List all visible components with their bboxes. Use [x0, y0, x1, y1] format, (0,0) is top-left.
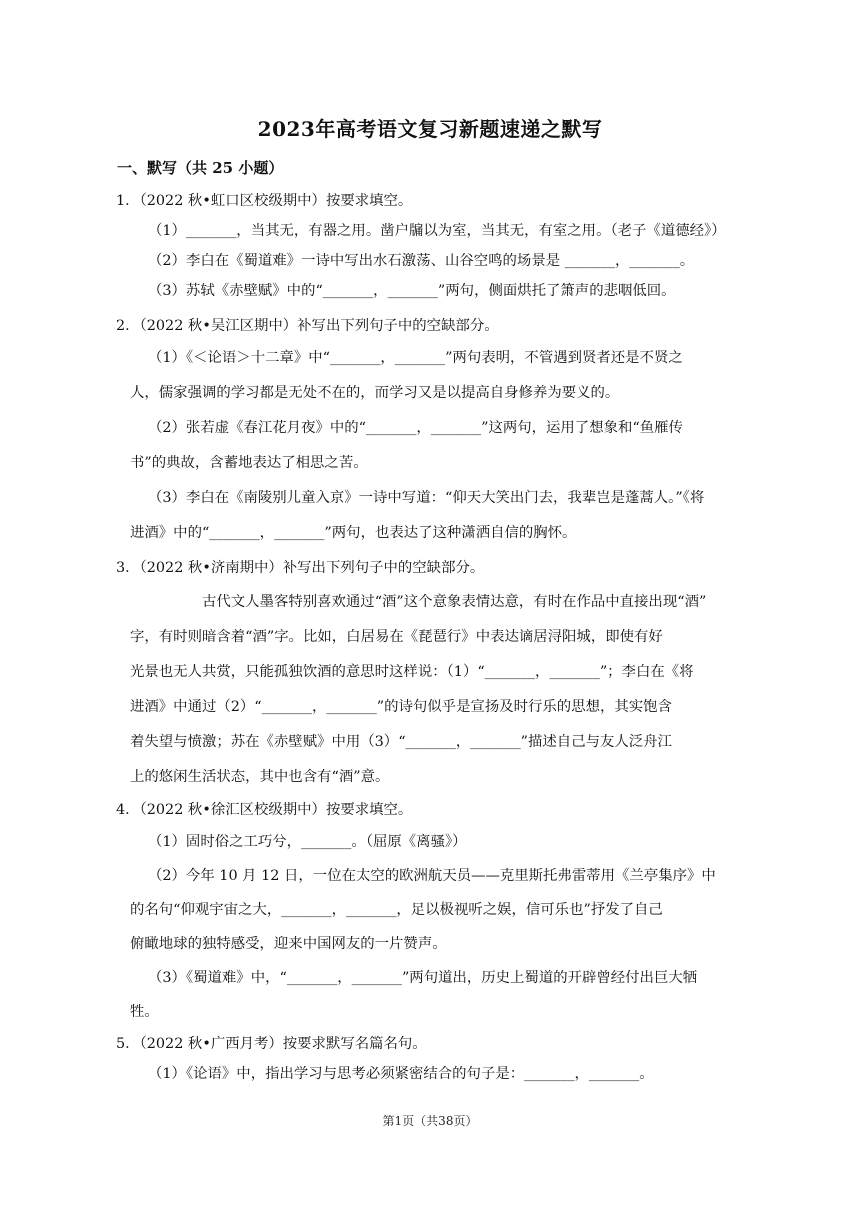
question-4-item-2-line-1: （2）今年 10 月 12 日，一位在太空的欧洲航天员——克里斯托弗雷蒂用《兰亭集序》中: [148, 868, 716, 884]
question-2-item-1-line-1: （1）《＜论语＞十二章》中“_______，_______”两句表明，不管遇到贤者还是不贤之: [148, 350, 683, 366]
question-5-item-1: （1）《论语》中，指出学习与思考必须紧密结合的句子是：_______，_______。: [148, 1066, 654, 1082]
question-4-item-3-line-2: 牲。: [130, 1004, 159, 1020]
question-1-head: 1．（2022 秋•虹口区校级期中）按要求填空。: [116, 193, 413, 209]
question-1-item-1: （1）_______，当其无，有器之用。凿户牖以为室，当其无，有室之用。（老子《道德经》）: [148, 223, 726, 239]
question-2-item-2-line-2: 书”的典故，含蓄地表达了相思之苦。: [130, 455, 368, 471]
question-3-paragraph-line-5: 着失望与愤激；苏在《赤壁赋》中用（3）“_______，_______”描述自己与友人泛舟江: [130, 734, 672, 750]
question-3-head: 3．（2022 秋•济南期中）补写出下列句子中的空缺部分。: [116, 560, 485, 576]
question-3-paragraph-line-3: 光景也无人共赏，只能孤独饮酒的意思时这样说：（1）“_______，_______”；李白在《将: [130, 664, 694, 680]
question-3-paragraph-line-1: 古代文人墨客特别喜欢通过“酒”这个意象表情达意，有时在作品中直接出现“酒”: [202, 594, 707, 610]
question-3-paragraph-line-4: 进酒》中通过（2）“_______，_______”的诗句似乎是宣扬及时行乐的思想，其实饱含: [130, 699, 672, 715]
question-1: [116, 186, 733, 306]
page-footer: 第1页（共38页）: [382, 1114, 478, 1128]
question-4-item-2-line-2: 的名句“仰观宇宙之大，_______，_______，足以极视听之娱，信可乐也”抒发了自己: [130, 902, 663, 918]
question-4-head: 4．（2022 秋•徐汇区校级期中）按要求填空。: [116, 802, 413, 818]
question-2-item-3-line-1: （3）李白在《南陵别儿童入京》一诗中写道：“仰天大笑出门去，我辈岂是蓬蒿人。”《将: [148, 490, 705, 506]
question-2-item-2-line-1: （2）张若虚《春江花月夜》中的“_______，_______”这两句，运用了想象和“鱼雁传: [148, 420, 683, 436]
question-2-item-1-line-2: 人，儒家强调的学习都是无处不在的，而学习又是以提高自身修养为要义的。: [130, 385, 620, 401]
question-2-head: 2．（2022 秋•吴江区期中）补写出下列句子中的空缺部分。: [116, 318, 499, 334]
question-2: [116, 311, 733, 551]
question-3-paragraph-line-2: 字，有时则暗含着“酒”字。比如，白居易在《琵琶行》中表达谪居浔阳城，即使有好: [130, 629, 663, 645]
document-title: 2023年高考语文复习新题速递之默写: [257, 117, 603, 141]
question-1-item-2: （2）李白在《蜀道难》一诗中写出水石激荡、山谷空鸣的场景是 _______，_______。: [148, 253, 695, 269]
question-4: [116, 795, 733, 1029]
question-4-item-2-line-3: 俯瞰地球的独特感受，迎来中国网友的一片赞声。: [130, 936, 447, 952]
question-2-item-3-line-2: 进酒》中的“_______，_______”两句，也表达了这种潇洒自信的胸怀。: [130, 525, 577, 541]
question-list: [116, 186, 733, 1089]
question-3-paragraph-line-6: 上的悠闲生活状态，其中也含有“酒”意。: [130, 769, 390, 785]
question-4-item-1: （1）固时俗之工巧兮，_______。（屈原《离骚》）: [148, 834, 467, 850]
question-5-head: 5．（2022 秋•广西月考）按要求默写名篇名句。: [116, 1036, 427, 1052]
question-3: [116, 551, 733, 795]
question-5: [116, 1029, 733, 1089]
question-1-item-3: （3）苏轼《赤壁赋》中的“_______，_______”两句，侧面烘托了箫声的悲咽低回。: [148, 283, 676, 299]
question-4-item-3-line-1: （3）《蜀道难》中，“_______，_______”两句道出，历史上蜀道的开辟曾经付出巨大牺: [148, 970, 698, 986]
section-heading: 一、默写（共 25 小题）: [117, 159, 284, 177]
